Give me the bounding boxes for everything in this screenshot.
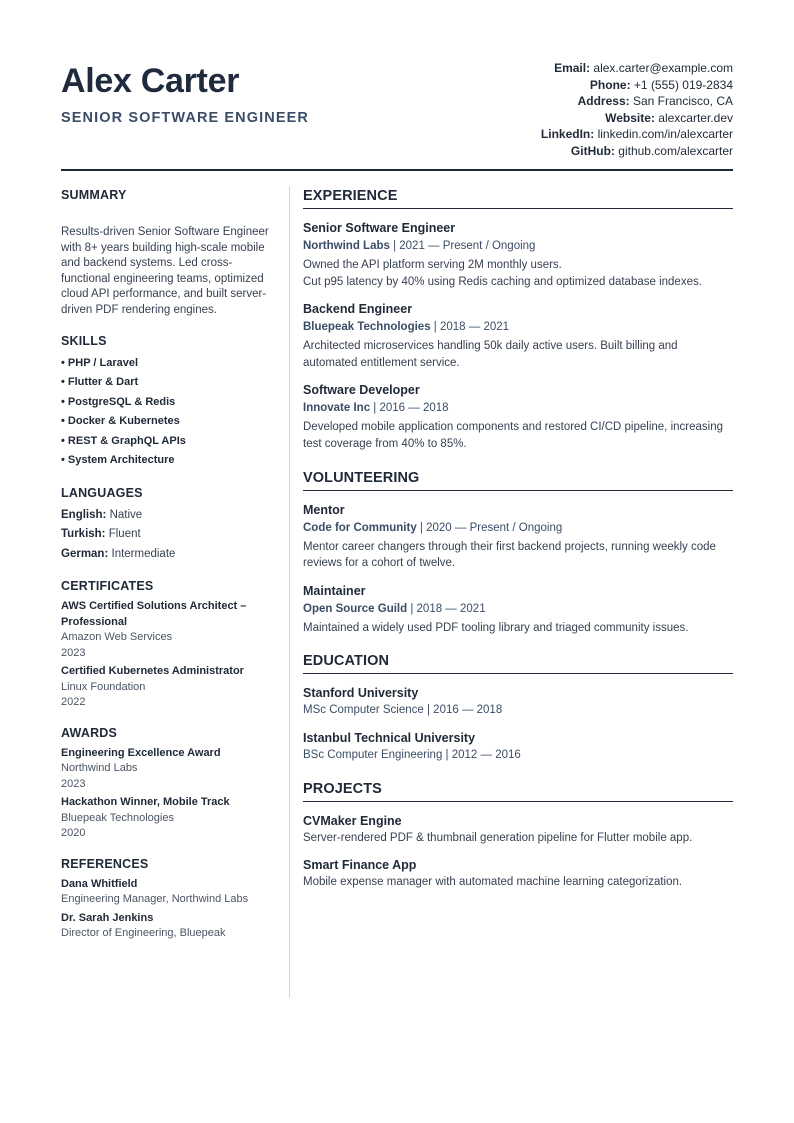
volunteering-entry: [303, 501, 733, 572]
volunteer-role: Mentor: [303, 502, 345, 517]
contact-website: [541, 110, 733, 127]
references-heading: REFERENCES: [61, 856, 149, 871]
language-name: English:: [61, 508, 107, 521]
experience-section: [303, 188, 733, 453]
certificates-heading: CERTIFICATES: [61, 579, 154, 594]
contact-phone: [541, 77, 733, 94]
skills-section: [61, 334, 276, 471]
job-description-line: Developed mobile application components and restored CI/CD pipeline, increasing test coverage from 40% to 85%.: [303, 421, 723, 450]
school-name: Stanford University: [303, 686, 419, 701]
awards-list: [61, 746, 276, 842]
summary-text: Results-driven Senior Software Engineer with 8+ years building high-scale mobile and backend systems. Led cross-functional engineering teams, optimized cloud API performance, and built server-driven PDF rendering engines.: [61, 226, 269, 316]
project-description: Server-rendered PDF & thumbnail generation pipeline for Flutter mobile app.: [303, 832, 693, 845]
volunteer-org: Open Source Guild: [303, 602, 408, 615]
job-description: [303, 419, 733, 452]
language-item: [61, 506, 276, 526]
experience-entry: [303, 219, 733, 290]
job-dates: | 2021 — Present / Ongoing: [389, 240, 536, 252]
contact-block: [541, 60, 733, 160]
project-name: CVMaker Engine: [303, 814, 402, 829]
reference-item: [61, 877, 276, 908]
language-level: Native: [109, 508, 143, 521]
contact-value: linkedin.com/in/alexcarter: [597, 127, 733, 142]
experience-entry: [303, 300, 733, 371]
job-dates: | 2018 — 2021: [430, 321, 510, 334]
contact-label: GitHub:: [570, 143, 615, 158]
reference-name: Dr. Sarah Jenkins: [61, 911, 154, 924]
skill-item: • Docker & Kubernetes: [61, 415, 180, 428]
job-title: Senior Software Engineer: [303, 221, 456, 235]
projects-section: [303, 781, 733, 890]
contact-value: github.com/alexcarter: [618, 143, 733, 158]
skill-item: • PostgreSQL & Redis: [61, 395, 176, 408]
certificates-list: [61, 599, 276, 711]
language-item: [61, 545, 276, 565]
language-name: German:: [61, 547, 109, 560]
summary-heading: SUMMARY: [61, 188, 127, 202]
volunteer-meta: [303, 519, 733, 538]
skill-item: • System Architecture: [61, 454, 175, 467]
volunteer-description: Maintained a widely used PDF tooling library and triaged community issues.: [303, 621, 689, 634]
certificate-item: [61, 599, 276, 661]
award-issuer: Bluepeak Technologies: [61, 811, 174, 824]
job-description-line: Cut p95 latency by 40% using Redis caching and optimized database indexes.: [303, 275, 702, 288]
contact-label: LinkedIn:: [540, 127, 595, 142]
job-org: Northwind Labs: [303, 240, 390, 252]
contact-value: +1 (555) 019-2834: [633, 77, 733, 92]
award-year: 2023: [61, 777, 86, 790]
left-column: [61, 188, 276, 945]
job-dates: | 2016 — 2018: [370, 402, 449, 415]
volunteer-role: Maintainer: [303, 583, 366, 598]
job-description-line: Owned the API platform serving 2M monthly users.: [303, 259, 562, 271]
award-year: 2020: [61, 827, 86, 840]
volunteering-heading: VOLUNTEERING: [303, 470, 733, 491]
references-list: [61, 877, 276, 942]
volunteer-dates: | 2018 — 2021: [407, 602, 486, 615]
experience-entry: [303, 381, 733, 452]
languages-list: [61, 506, 276, 565]
certificate-issuer: Amazon Web Services: [61, 631, 173, 644]
experience-heading: EXPERIENCE: [303, 188, 733, 209]
project-name: Smart Finance App: [303, 858, 417, 873]
language-level: Fluent: [108, 528, 141, 541]
certificate-year: 2023: [61, 646, 86, 659]
skill-item: • PHP / Laravel: [61, 356, 139, 369]
projects-heading: PROJECTS: [303, 781, 733, 802]
job-title: Software Developer: [303, 383, 420, 398]
certificate-item: [61, 664, 276, 711]
contact-linkedin: [541, 126, 733, 143]
project-entry: [303, 812, 733, 846]
volunteering-entry: [303, 582, 733, 637]
candidate-title: SENIOR SOFTWARE ENGINEER: [61, 110, 309, 126]
languages-section: [61, 486, 276, 565]
resume-header: [61, 0, 733, 171]
job-meta: [303, 399, 733, 418]
languages-heading: LANGUAGES: [61, 485, 143, 500]
job-meta: [303, 318, 733, 337]
volunteer-org: Code for Community: [303, 521, 417, 534]
skill-item: • REST & GraphQL APIs: [61, 434, 186, 447]
award-title: Hackathon Winner, Mobile Track: [61, 796, 230, 809]
language-level: Intermediate: [111, 547, 176, 560]
volunteer-meta: [303, 600, 733, 619]
contact-label: Website:: [605, 110, 655, 125]
contact-label: Email:: [554, 61, 591, 75]
job-description: [303, 338, 733, 371]
project-entry: [303, 856, 733, 890]
contact-label: Phone:: [589, 77, 631, 92]
job-meta: [303, 237, 733, 256]
volunteer-dates: | 2020 — Present / Ongoing: [416, 521, 563, 534]
contact-github: [541, 143, 733, 160]
reference-item: [61, 911, 276, 942]
contact-address: [541, 93, 733, 110]
reference-role: Engineering Manager, Northwind Labs: [61, 893, 249, 906]
certificate-title: Certified Kubernetes Administrator: [61, 665, 244, 678]
reference-role: Director of Engineering, Bluepeak: [61, 927, 226, 940]
certificates-section: [61, 579, 276, 711]
certificate-title: AWS Certified Solutions Architect – Professional: [61, 600, 247, 628]
language-item: [61, 525, 276, 545]
references-section: [61, 857, 276, 942]
volunteer-description: Mentor career changers through their first backend projects, running weekly code reviews for a cohort of twelve.: [303, 540, 716, 570]
certificate-year: 2022: [61, 696, 86, 709]
education-heading: EDUCATION: [303, 653, 733, 674]
contact-email: [541, 60, 733, 77]
certificate-issuer: Linux Foundation: [61, 680, 146, 693]
job-description: [303, 257, 733, 290]
education-section: [303, 653, 733, 764]
education-entry: [303, 684, 733, 719]
skill-item: • Flutter & Dart: [61, 376, 139, 389]
degree-detail: MSc Computer Science | 2016 — 2018: [303, 704, 503, 717]
project-description: Mobile expense manager with automated machine learning categorization.: [303, 876, 683, 889]
candidate-name: Alex Carter: [61, 62, 240, 100]
contact-label: Address:: [577, 94, 630, 109]
job-title: Backend Engineer: [303, 302, 413, 317]
awards-heading: AWARDS: [61, 725, 118, 740]
volunteering-section: [303, 470, 733, 637]
award-item: [61, 746, 276, 793]
award-issuer: Northwind Labs: [61, 762, 138, 775]
contact-value: San Francisco, CA: [632, 94, 733, 109]
education-entry: [303, 729, 733, 764]
degree-detail: BSc Computer Engineering | 2012 — 2016: [303, 749, 521, 762]
job-description-line: Architected microservices handling 50k daily active users. Built billing and automated entitlement service.: [303, 340, 678, 369]
contact-value: alex.carter@example.com: [593, 61, 733, 75]
school-name: Istanbul Technical University: [303, 731, 476, 746]
right-column: [303, 188, 733, 890]
job-org: Bluepeak Technologies: [303, 321, 431, 334]
award-title: Engineering Excellence Award: [61, 746, 221, 759]
language-name: Turkish:: [61, 528, 106, 541]
skills-list: [61, 354, 276, 471]
column-divider: [289, 186, 290, 998]
awards-section: [61, 726, 276, 842]
award-item: [61, 795, 276, 842]
summary-section: [61, 188, 276, 319]
contact-value: alexcarter.dev: [658, 110, 733, 125]
skills-heading: SKILLS: [61, 333, 107, 348]
reference-name: Dana Whitfield: [61, 877, 138, 890]
job-org: Innovate Inc: [303, 402, 371, 415]
